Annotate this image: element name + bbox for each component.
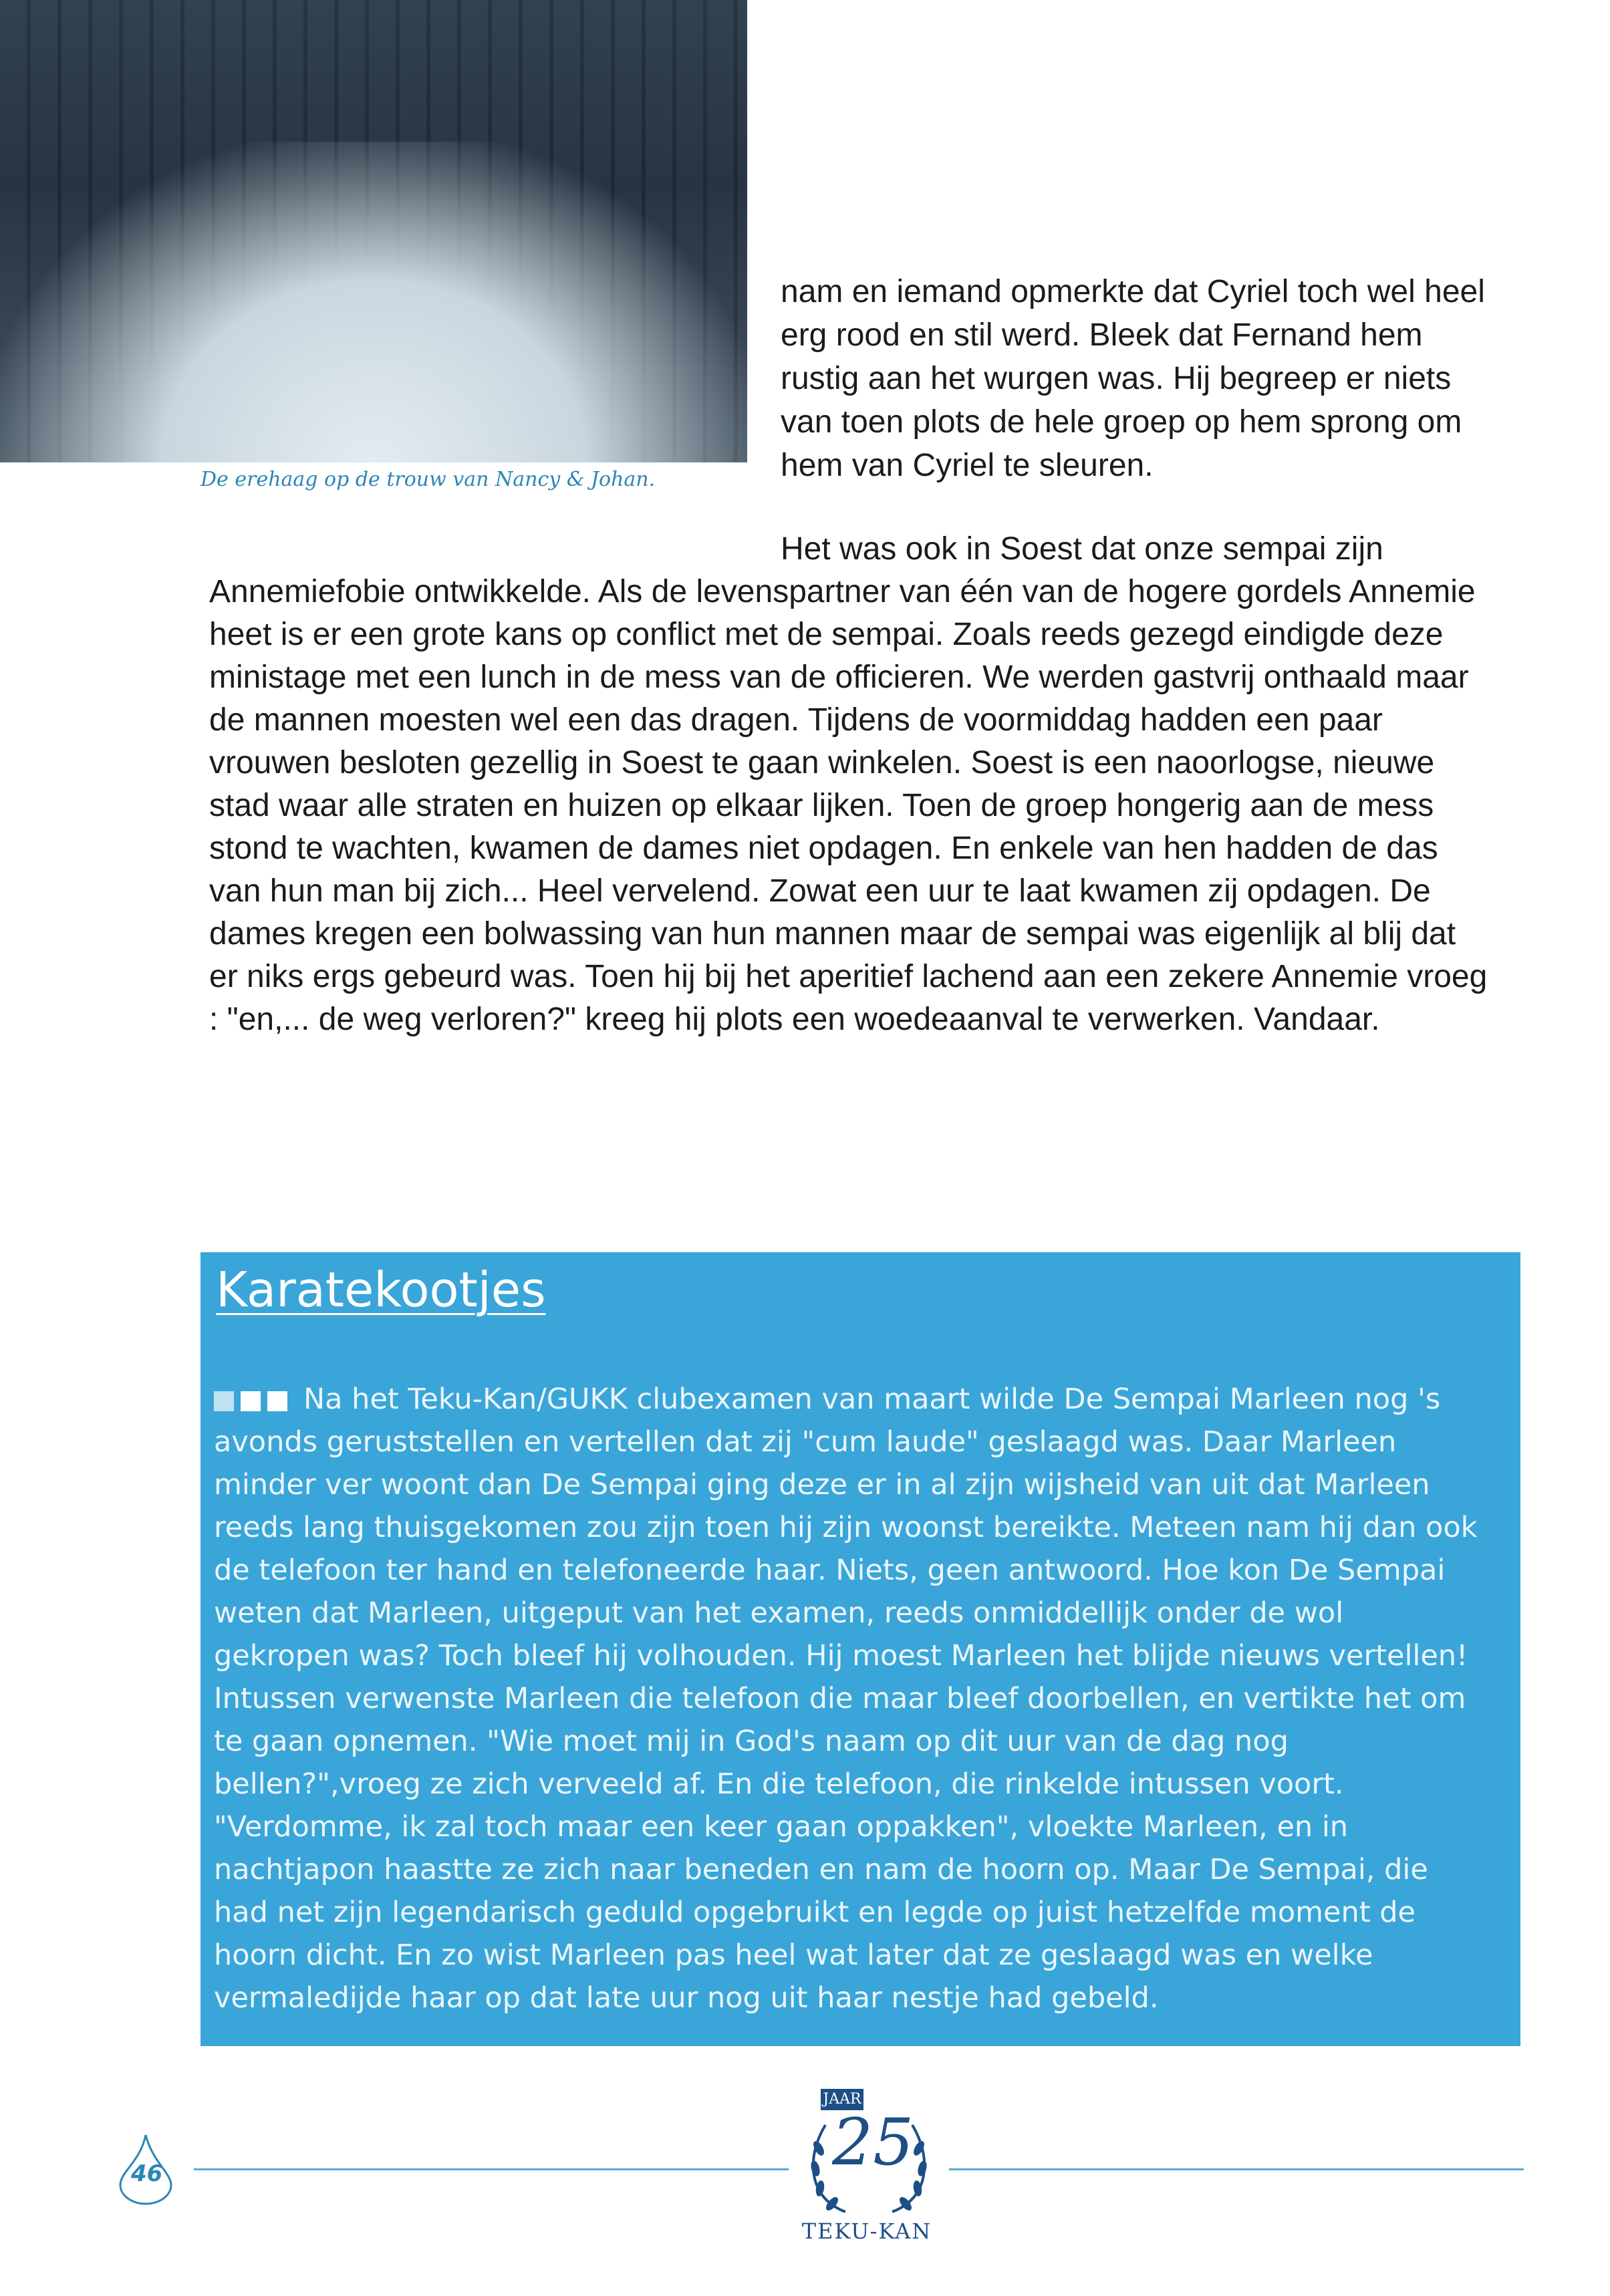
bullet-squares-icon <box>214 1378 294 1421</box>
box-text <box>214 1378 1484 2019</box>
logo-name: TEKU-KAN <box>801 2218 932 2244</box>
footer-line-left <box>194 2168 789 2170</box>
column-text: nam en iemand opmerkte dat Cyriel toch wel heel erg rood en stil werd. Bleek dat Fernand hem rustig aan het wurgen was. Hij begreep er niets van toen plots de hele groep op hem sprong om hem van Cyriel te sleuren. <box>781 274 1485 483</box>
body-paragraph: Het was ook in Soest dat onze sempai zijn Annemiefobie ontwikkelde. Als de levenspartner van één van de hogere gordels Annemie heet is er een grote kans op conflict met de sempai. Zoals reeds gezegd eindigde deze ministage met een lunch in de mess van de officieren. We werden gastvrij onthaald maar de mannen moesten wel een das dragen. Tijdens de voormiddag hadden een paar vrouwen besloten gezellig in Soest te gaan winkelen. Soest is een naoorlogse, nieuwe stad waar alle straten en huizen op elkaar lijken. Toen de groep hongerig aan de mess stond te wachten, kwamen de dames niet opdagen. En enkele van hen hadden de das van hun man bij zich... Heel vervelend. Zowat een uur te laat kwamen zij opdagen. De dames kregen een bolwassing van hun mannen maar de sempai was eigenlijk al blij dat er niks ergs gebeurd was. Toen hij bij het aperitief lachend aan een zekere Annemie vroeg : "en,... de weg verloren?" kreeg hij plots een woedeaanval te verwerken. Vandaar. <box>209 531 1488 1037</box>
logo-number: 25 <box>832 2105 914 2180</box>
group-photo <box>0 0 747 462</box>
photo-caption: De erehaag op de trouw van Nancy & Johan. <box>200 468 656 491</box>
logo-jaar-label: JAAR <box>821 2089 863 2110</box>
box-paragraph: Na het Teku-Kan/GUKK clubexamen van maart wilde De Sempai Marleen nog 's avonds geruststellen en vertellen dat zij "cum laude" geslaagd was. Daar Marleen minder ver woont dan De Sempai ging deze er in al zijn wijsheid van uit dat Marleen reeds lang thuisgekomen zou zijn toen hij zijn woonst bereikte. Meteen nam hij dan ook de telefoon ter hand en telefoneerde haar. Niets, geen antwoord. Hoe kon De Sempai weten dat Marleen, uitgeput van het examen, reeds onmiddellijk onder de wol gekropen was? Toch bleef hij volhouden. Hij moest Marleen het blijde nieuws vertellen! Intussen verwenste Marleen die telefoon die maar bleef doorbellen, en vertikte het om te gaan opnemen. "Wie moet mij in God's naam op dit uur van de dag nog bellen?",vroeg ze zich verveeld af. En die telefoon, die rinkelde intussen voort. "Verdomme, ik zal toch maar een keer gaan oppakken", vloekte Marleen, en in nachtjapon haastte ze zich naar beneden en nam de hoorn op. Maar De Sempai, die had net zijn legendarisch geduld opgebruikt en legde op juist hetzelfde moment de hoorn dicht. En zo wist Marleen pas heel wat later dat ze geslaagd was en welke vermaledijde haar op dat late uur nog uit haar nestje had gebeld. <box>214 1383 1478 2015</box>
footer-line-right <box>949 2168 1524 2170</box>
box-title: Karatekootjes <box>216 1262 546 1318</box>
photo-karateka-group <box>0 142 747 462</box>
page-number: 46 <box>131 2160 163 2187</box>
body-text <box>209 528 1492 1041</box>
